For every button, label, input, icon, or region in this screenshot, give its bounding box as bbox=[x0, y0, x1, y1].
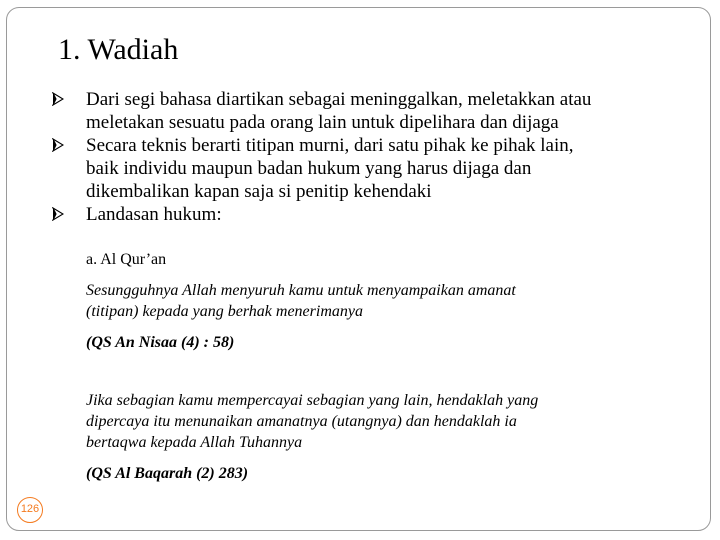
verse-line: dipercaya itu menunaikan amanatnya (utangnya) dan hendaklah ia bbox=[86, 413, 517, 430]
verse-quote bbox=[86, 390, 686, 453]
bullet-line: Landasan hukum: bbox=[86, 204, 222, 225]
verse-line: bertaqwa kepada Allah Tuhannya bbox=[86, 434, 303, 451]
verse-reference: (QS An Nisaa (4) : 58) bbox=[86, 334, 235, 351]
bullet-item bbox=[40, 203, 680, 226]
bullet-item bbox=[40, 88, 680, 134]
verse-line: Jika sebagian kamu mempercayai sebagian yang lain, hendaklah yang bbox=[86, 392, 539, 409]
verse-reference: (QS Al Baqarah (2) 283) bbox=[86, 465, 249, 482]
bullet-line: baik individu maupun badan hukum yang harus dijaga dan bbox=[86, 158, 532, 179]
legal-basis-block bbox=[86, 250, 686, 484]
bullet-line: dikembalikan kapan saja si penitip kehendaki bbox=[86, 181, 432, 202]
bullet-line: Secara teknis berarti titipan murni, dari satu pihak ke pihak lain, bbox=[86, 135, 574, 156]
arrow-bullet-icon bbox=[52, 207, 64, 221]
bullet-list bbox=[40, 88, 680, 226]
verse-line: Sesungguhnya Allah menyuruh kamu untuk menyampaikan amanat bbox=[86, 282, 516, 299]
bullet-item bbox=[40, 134, 680, 203]
page-number-badge: 126 bbox=[17, 497, 43, 523]
arrow-bullet-icon bbox=[52, 138, 64, 152]
bullet-line: Dari segi bahasa diartikan sebagai meninggalkan, meletakkan atau bbox=[86, 89, 592, 110]
source-heading: a. Al Qur’an bbox=[86, 251, 167, 268]
slide-title: 1. Wadiah bbox=[58, 33, 179, 66]
verse-quote bbox=[86, 280, 686, 322]
bullet-line: meletakan sesuatu pada orang lain untuk dipelihara dan dijaga bbox=[86, 112, 559, 133]
verse-line: (titipan) kepada yang berhak menerimanya bbox=[86, 303, 363, 320]
arrow-bullet-icon bbox=[52, 92, 64, 106]
